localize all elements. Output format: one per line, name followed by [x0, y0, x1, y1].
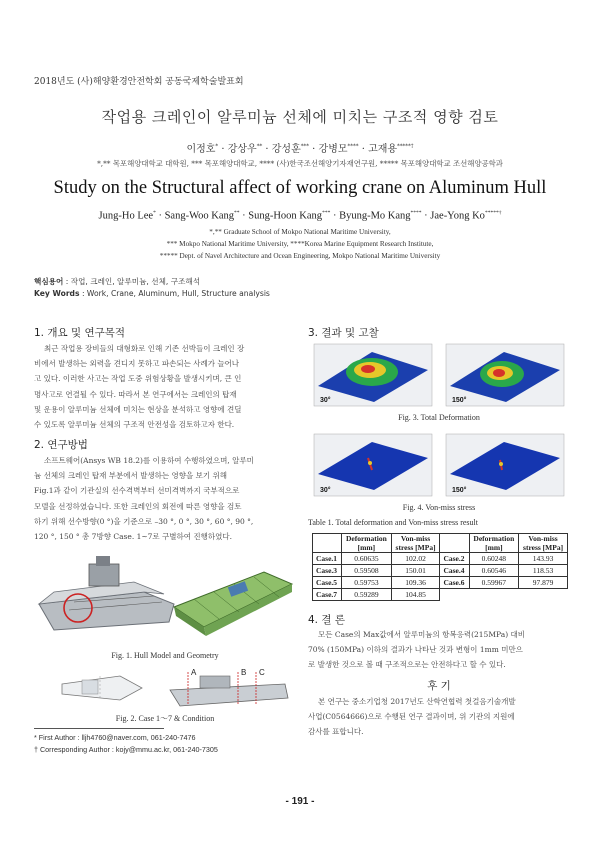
header-stress: Von-miss	[400, 534, 431, 543]
header-stress-unit: stress [MPa]	[395, 543, 436, 552]
text-line: 수 있도록 알루미늄 선체의 구조적 안전성을 검토하고자 한다.	[34, 420, 235, 430]
author-sep: ·	[358, 144, 369, 155]
acknowledgement-paragraph	[308, 694, 570, 740]
intro-paragraph	[34, 341, 296, 432]
author-3: 강성훈	[271, 144, 301, 155]
author-1: 이정호	[186, 144, 216, 155]
section-label-a: A	[191, 668, 197, 677]
text-line: 명사고로 연결될 수 있다. 따라서 본 연구에서는 크레인의 탑재	[34, 389, 237, 399]
author-3-mark: ***	[300, 143, 309, 150]
acknowledgement-title: 후 기	[427, 680, 451, 692]
text-line: 감사를 표합니다.	[308, 727, 364, 737]
affiliation-korean: *,** 목포해양대학교 대학원, *** 목포해양대학교, **** (사)한국조선해양기자재연구원, ***** 목포해양대학교 조선해양공학과	[97, 159, 503, 168]
deformation-value: 0.59753	[342, 577, 392, 589]
keywords-english-label: Key Words	[34, 289, 80, 298]
deformation-value	[469, 589, 519, 601]
conference-header: 2018년도 (사)해양환경안전학회 공동국제학술발표회	[34, 77, 244, 87]
footnote-corresponding-author: † Corresponding Author : kojy@mmu.ac.kr, 061-240-7305	[34, 745, 218, 754]
section-intro-title: 1. 개요 및 연구목적	[34, 327, 126, 339]
method-paragraph	[34, 453, 296, 544]
keywords-english	[34, 289, 270, 298]
table-row	[313, 565, 568, 577]
figure-1-image	[34, 552, 296, 642]
stress-value: 150.01	[391, 565, 440, 577]
author-3-en: Sung-Hoon Kang	[248, 210, 323, 222]
header-stress: Von-miss	[528, 534, 558, 543]
keywords-english-text: : Work, Crane, Aluminum, Hull, Structure analysis	[79, 289, 270, 298]
author-sep: ·	[421, 210, 431, 222]
text-line: 사업(C0564666)으로 수행된 연구 결과이며, 위 기관의 지원에	[308, 712, 515, 722]
author-5: 고재용	[368, 144, 398, 155]
section-label-b: B	[241, 668, 247, 677]
text-line: 70% (150MPa) 이하의 결과가 나타난 것과 변형이 1mm 미만으	[308, 645, 523, 655]
stress-value	[519, 589, 568, 601]
header-deformation: Deformation	[473, 534, 515, 543]
authors-korean	[0, 140, 600, 155]
author-sep: ·	[308, 144, 319, 155]
case-label: Case.3	[313, 565, 342, 577]
stress-value: 102.02	[391, 553, 440, 565]
header-deformation-unit: [mm]	[357, 543, 376, 552]
table-header-blank	[440, 534, 469, 553]
figure-4-caption: Fig. 4. Von-miss stress	[402, 503, 476, 512]
stress-value: 109.36	[391, 577, 440, 589]
title-korean: 작업용 크레인이 알루미늄 선체에 미치는 구조적 영향 검토	[101, 108, 499, 126]
table-row	[313, 577, 568, 589]
case-label: Case.6	[440, 577, 469, 589]
page-number: - 191 -	[285, 796, 315, 807]
affiliation-english-line: ***** Dept. of Navel Architecture and Ocean Engineering, Mokpo National Maritime University	[159, 252, 441, 260]
footnote-divider	[34, 728, 164, 729]
title-english: Study on the Structural affect of working crane on Aluminum Hull	[53, 178, 547, 198]
text-line: 소프트웨어(Ansys WB 18.2)를 이용하여 수행하였으며, 알루미	[44, 456, 254, 465]
case-label: Case.4	[440, 565, 469, 577]
case-label	[440, 589, 469, 601]
deformation-value: 0.60635	[342, 553, 392, 565]
table-header-stress	[391, 534, 440, 553]
author-2-en-mark: **	[234, 210, 240, 216]
figure-4-image	[312, 430, 568, 500]
author-1-mark: *	[215, 143, 219, 150]
author-4-en-mark: ****	[410, 210, 422, 216]
case-label: Case.1	[313, 553, 342, 565]
author-3-en-mark: ***	[322, 210, 331, 216]
keywords-korean	[34, 276, 200, 287]
author-sep: ·	[330, 210, 340, 222]
deformation-value: 0.59289	[342, 589, 392, 601]
section-conclusion-title: 4. 결 론	[308, 614, 345, 626]
conclusion-paragraph	[308, 627, 570, 673]
text-line: 하기 위해 선수방향(0 °)을 기준으로 –30 °, 0 °, 30 °, 60 °, 90 °,	[34, 516, 254, 526]
author-sep: ·	[262, 144, 272, 155]
author-1-en: Jung-Ho Lee	[98, 210, 154, 222]
author-sep: ·	[218, 144, 228, 155]
stress-value: 143.93	[519, 553, 568, 565]
text-line: 비에서 발생하는 외력을 견디지 못하고 파손되는 사례가 늘어나	[34, 359, 240, 369]
text-line: 모델을 선정하였습니다. 또한 크레인의 회전에 따른 영향을 검토	[34, 501, 242, 511]
stress-plots	[312, 430, 568, 500]
header-stress-unit: stress [MPa]	[523, 543, 564, 552]
figure-2-image	[60, 666, 290, 710]
affiliation-english-line: *** Mokpo National Maritime University, ****Korea Marine Equipment Research Institute,	[166, 240, 434, 248]
stress-value: 118.53	[519, 565, 568, 577]
section-method-title: 2. 연구방법	[34, 439, 88, 451]
author-2-en: Sang-Woo Kang	[164, 210, 235, 222]
section-label-c: C	[259, 668, 265, 677]
case-condition-diagram	[60, 666, 290, 710]
table-row	[313, 589, 568, 601]
authors-english	[0, 210, 600, 222]
header-deformation-unit: [mm]	[485, 543, 503, 552]
deformation-plots	[312, 340, 568, 410]
author-5-en: Jae-Yong Ko	[430, 210, 485, 222]
angle-label: 150°	[452, 487, 467, 494]
table-header-row	[313, 534, 568, 553]
figure-3-caption: Fig. 3. Total Deformation	[398, 413, 480, 422]
header-deformation: Deformation	[345, 534, 387, 543]
table-caption: Table 1. Total deformation and Von-miss stress result	[308, 518, 478, 527]
case-label: Case.2	[440, 553, 469, 565]
author-2: 강상우	[227, 144, 257, 155]
text-line: 본 연구는 중소기업청 2017년도 산학연협력 첫걸음기술개발	[318, 697, 516, 706]
deformation-value: 0.59967	[469, 577, 519, 589]
angle-label: 30°	[320, 397, 331, 404]
author-sep: ·	[155, 210, 165, 222]
deformation-value: 0.59508	[342, 565, 392, 577]
case-label: Case.5	[313, 577, 342, 589]
results-table	[312, 533, 568, 601]
case-label: Case.7	[313, 589, 342, 601]
affiliation-english-line: *,** Graduate School of Mokpo National Maritime University,	[209, 228, 391, 236]
angle-label: 150°	[452, 397, 467, 404]
author-2-mark: **	[256, 143, 263, 150]
angle-label: 30°	[320, 487, 331, 494]
text-line: Fig.1과 같이 기관실의 선수격벽부터 선미격벽까지 국부적으로	[34, 486, 240, 496]
deformation-value: 0.60248	[469, 553, 519, 565]
author-4-en: Byung-Mo Kang	[339, 210, 411, 222]
text-line: 최근 작업용 장비들의 대형화로 인해 기존 선박들이 크레인 장	[44, 344, 245, 353]
figure-1-caption: Fig. 1. Hull Model and Geometry	[111, 651, 219, 660]
table-header-deformation	[469, 534, 519, 553]
text-line: 모든 Case의 Max값에서 알루미늄의 항복응력(215MPa) 대비	[318, 630, 525, 639]
author-4-mark: ****	[347, 143, 359, 150]
figure-3-image	[312, 340, 568, 410]
keywords-korean-label: 핵심용어	[34, 277, 64, 286]
table-row	[313, 553, 568, 565]
footnote-first-author: * First Author : lljh4760@naver.com, 061-240-7476	[34, 733, 196, 742]
table-header-blank	[313, 534, 342, 553]
text-line: 늄 선체의 크레인 탑재 부분에서 발생하는 영향을 보기 위해	[34, 471, 227, 481]
hull-model-illustration	[34, 552, 296, 642]
table-header-deformation	[342, 534, 392, 553]
figure-2-caption: Fig. 2. Case 1～7 & Condition	[115, 714, 215, 723]
author-5-mark: *****†	[397, 143, 414, 150]
stress-value: 104.85	[391, 589, 440, 601]
text-line: 고 있다. 이러한 사고는 작업 도중 위험상황을 발생시키며, 큰 인	[34, 374, 242, 384]
author-1-en-mark: *	[153, 210, 156, 216]
text-line: 로 발생한 것으로 볼 때 구조적으로는 안전하다고 할 수 있다.	[308, 660, 506, 670]
author-4: 강병모	[318, 144, 348, 155]
author-5-en-mark: *****†	[484, 210, 502, 216]
section-results-title: 3. 결과 및 고찰	[308, 327, 379, 339]
stress-value: 97.879	[519, 577, 568, 589]
deformation-value: 0.60546	[469, 565, 519, 577]
author-sep: ·	[239, 210, 249, 222]
keywords-korean-text: : 작업, 크레인, 알루미늄, 선체, 구조해석	[63, 277, 201, 286]
text-line: 120 °, 150 ° 총 7방향 Case. 1~7로 구별하여 진행하였다.	[34, 532, 233, 542]
text-line: 및 운용이 알루미늄 선체에 미치는 현상을 분석하고 영향에 견딜	[34, 404, 242, 414]
table-header-stress	[519, 534, 568, 553]
